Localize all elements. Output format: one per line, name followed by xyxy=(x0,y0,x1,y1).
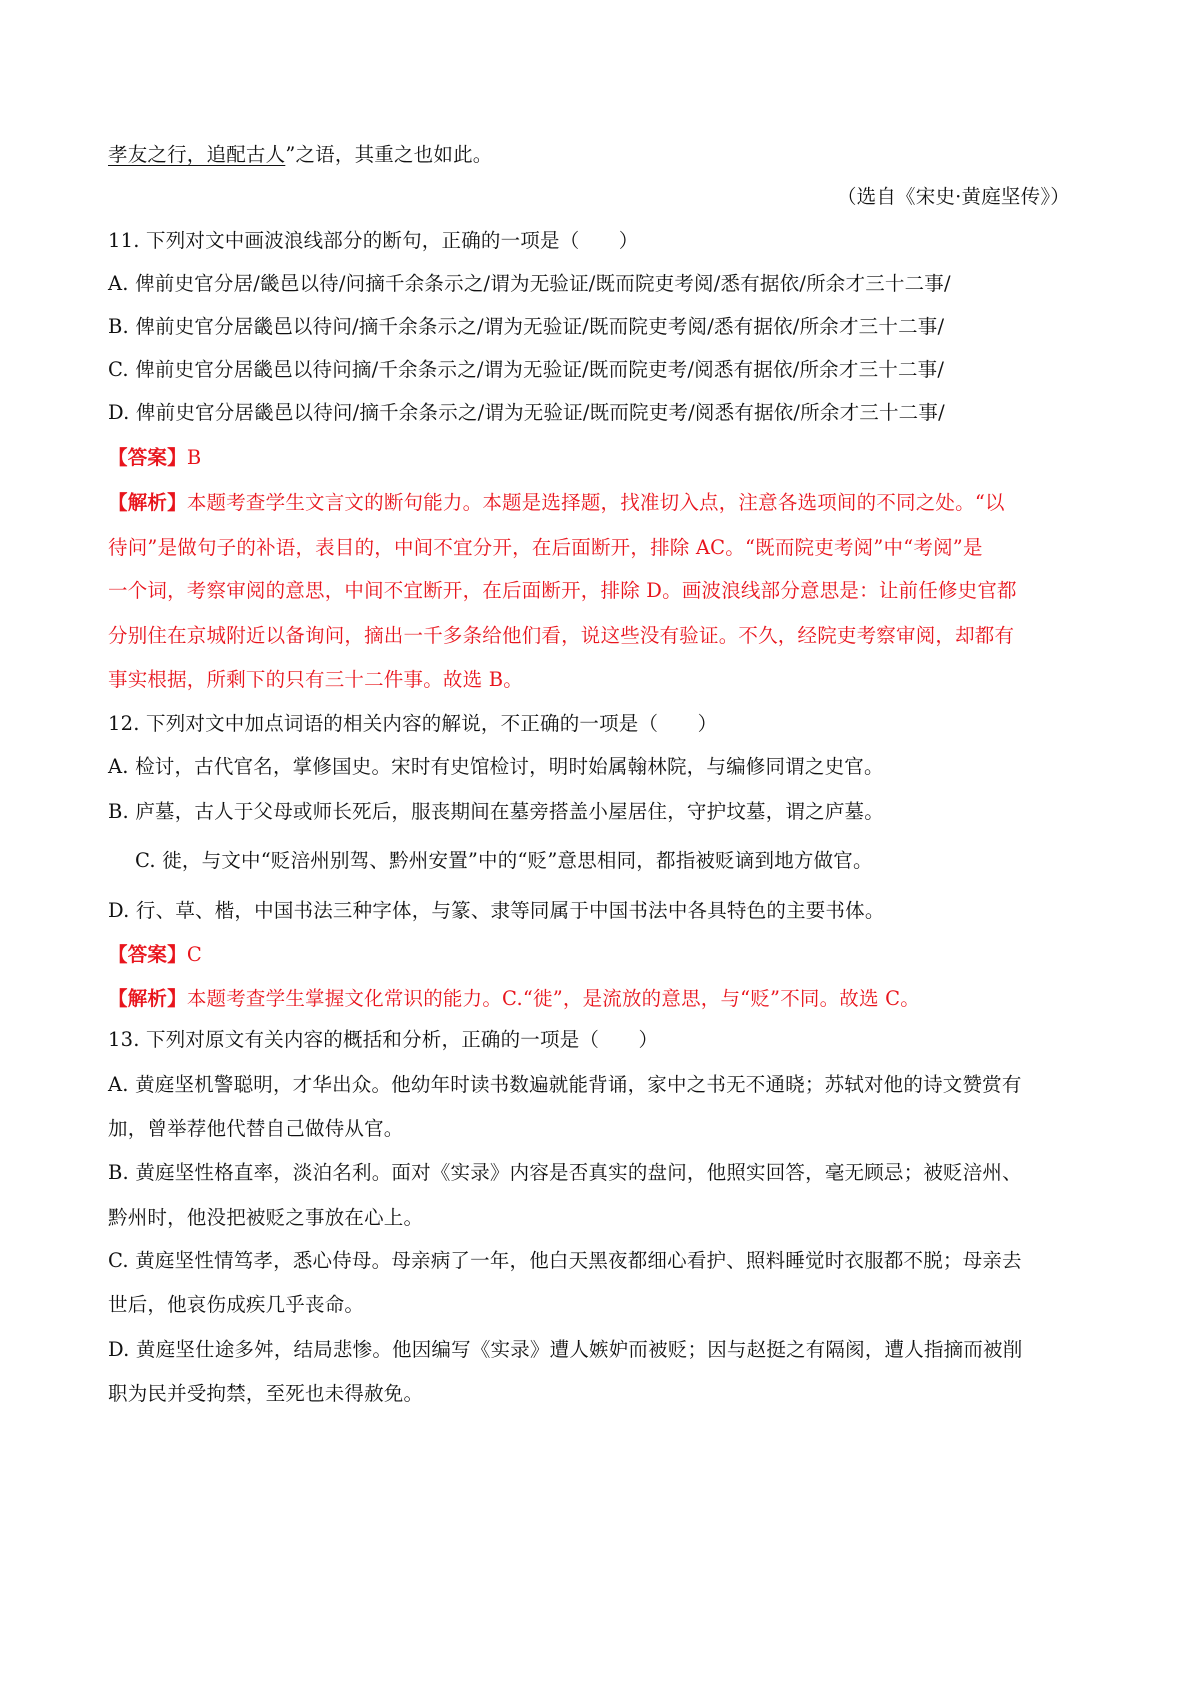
passage-tail-rest: ”之语，其重之也如此。 xyxy=(285,143,493,166)
q13-option-d-line-2: 职为民并受拘禁，至死也未得赦免。 xyxy=(108,1382,424,1405)
q13-option-d-line-1: D. 黄庭坚仕途多舛，结局悲惨。他因编写《实录》遭人嫉妒而被贬；因与赵挺之有隔阂，遭人指摘而被削 xyxy=(108,1338,1023,1361)
q11-option-a: A. 俾前史官分居/畿邑以待/问摘千余条示之/谓为无验证/既而院吏考阅/悉有据依/所余才三十二事/ xyxy=(108,272,951,295)
q11-option-c: C. 俾前史官分居畿邑以待问摘/千余条示之/谓为无验证/既而院吏考/阅悉有据依/所余才三十二事/ xyxy=(108,358,945,381)
passage-tail xyxy=(108,141,1100,169)
q12-answer-value: C xyxy=(186,943,202,966)
q13-stem: 13. 下列对原文有关内容的概括和分析，正确的一项是（ ） xyxy=(108,1028,659,1051)
q12-answer xyxy=(108,941,1100,969)
passage-tail-underlined: 孝友之行，追配古人 xyxy=(108,143,286,166)
q11-analysis-text-1: 本题考查学生文言文的断句能力。本题是选择题，找准切入点，注意各选项间的不同之处。“以 xyxy=(186,491,1005,514)
q11-analysis-line-1 xyxy=(108,489,1100,517)
q11-answer-value: B xyxy=(186,446,202,469)
q11-option-b: B. 俾前史官分居畿邑以待问/摘千余条示之/谓为无验证/既而院吏考阅/悉有据依/所余才三十二事/ xyxy=(108,315,945,338)
q12-option-b: B. 庐墓，古人于父母或师长死后，服丧期间在墓旁搭盖小屋居住，守护坟墓，谓之庐墓。 xyxy=(108,800,884,823)
q11-option-d: D. 俾前史官分居畿邑以待问/摘千余条示之/谓为无验证/既而院吏考/阅悉有据依/所余才三十二事/ xyxy=(108,401,945,424)
q12-analysis-tag: 【解析】 xyxy=(108,987,187,1010)
q12-analysis-text-1: 本题考查学生掌握文化常识的能力。C.“徙”，是流放的意思，与“贬”不同。故选 C。 xyxy=(186,987,920,1010)
q13-option-c-line-2: 世后，他哀伤成疾几乎丧命。 xyxy=(108,1293,365,1316)
q13-option-a-line-1: A. 黄庭坚机警聪明，才华出众。他幼年时读书数遍就能背诵，家中之书无不通晓；苏轼对他的诗文赞赏有 xyxy=(108,1073,1022,1096)
q11-analysis-tag: 【解析】 xyxy=(108,491,187,514)
q13-option-b-line-1: B. 黄庭坚性格直率，淡泊名利。面对《实录》内容是否真实的盘问，他照实回答，毫无顾忌；被贬涪州、 xyxy=(108,1161,1022,1184)
q13-option-a-line-2: 加，曾举荐他代替自己做侍从官。 xyxy=(108,1117,404,1140)
q12-stem: 12. 下列对文中加点词语的相关内容的解说，不正确的一项是（ ） xyxy=(108,712,718,735)
q11-answer xyxy=(108,444,1100,472)
q12-option-a: A. 检讨，古代官名，掌修国史。宋时有史馆检讨，明时始属翰林院，与编修同谓之史官。 xyxy=(108,755,884,778)
q11-analysis-line-2: 待问”是做句子的补语，表目的，中间不宜分开，在后面断开，排除 AC。“既而院吏考阅”中“考阅”是 xyxy=(108,536,983,559)
q11-analysis-line-3: 一个词，考察审阅的意思，中间不宜断开，在后面断开，排除 D。画波浪线部分意思是：让前任修史官都 xyxy=(108,579,1017,602)
q11-stem: 11. 下列对文中画波浪线部分的断句，正确的一项是（ ） xyxy=(108,229,639,252)
passage-source: （选自《宋史·黄庭坚传》） xyxy=(836,185,1070,208)
q13-option-c-line-1: C. 黄庭坚性情笃孝，悉心侍母。母亲病了一年，他白天黑夜都细心看护、照料睡觉时衣服都不脱；母亲去 xyxy=(108,1249,1022,1272)
q13-option-b-line-2: 黔州时，他没把被贬之事放在心上。 xyxy=(108,1206,424,1229)
q12-option-c: C. 徙，与文中“贬涪州别驾、黔州安置”中的“贬”意思相同，都指被贬谪到地方做官。 xyxy=(135,849,873,872)
q12-option-d: D. 行、草、楷，中国书法三种字体，与篆、隶等同属于中国书法中各具特色的主要书体。 xyxy=(108,899,885,922)
q11-analysis-line-5: 事实根据，所剩下的只有三十二件事。故选 B。 xyxy=(108,668,523,691)
q12-answer-tag: 【答案】 xyxy=(108,943,187,966)
q11-answer-tag: 【答案】 xyxy=(108,446,187,469)
q11-analysis-line-4: 分别住在京城附近以备询问，摘出一千多条给他们看，说这些没有验证。不久，经院吏考察审阅，却都有 xyxy=(108,624,1015,647)
q12-analysis-line-1 xyxy=(108,985,1100,1013)
